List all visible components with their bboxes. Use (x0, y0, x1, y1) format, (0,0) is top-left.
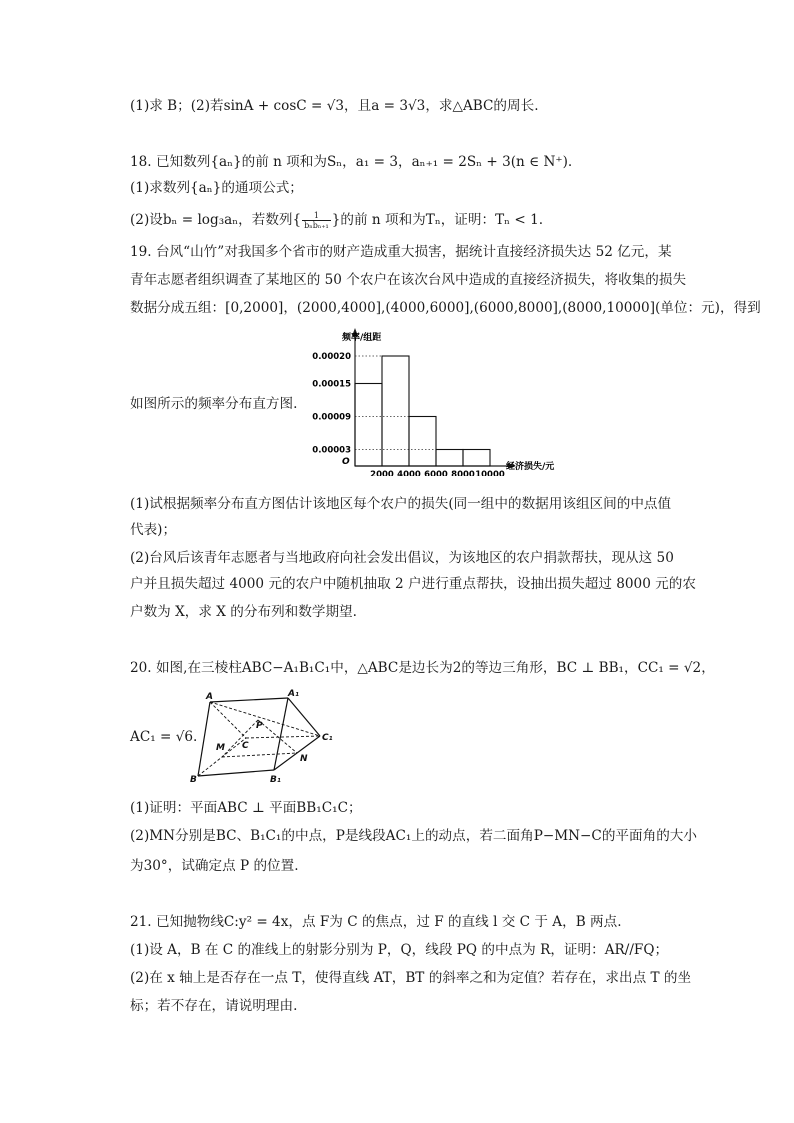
edge-A1-C1 (288, 698, 320, 736)
q20-part-1: (1)证明：平面ABC ⊥ 平面BB₁C₁C； (130, 800, 362, 816)
vertex-label-C: C (242, 741, 249, 751)
q19-part-1a: (1)试根据频率分布直方图估计该地区每个农户的损失(同一组中的数据用该组区间的中点值 (130, 496, 672, 512)
histogram-bar (409, 417, 436, 467)
y-axis-label: 频率/组距 (342, 333, 382, 343)
histogram-bar (355, 384, 382, 467)
frequency-histogram (300, 326, 580, 476)
segment-A-C1 (210, 702, 320, 736)
q21-part-2a: (2)在 x 轴上是否存在一点 T，使得直线 AT，BT 的斜率之和为定值？若存在，求出点 T 的坐 (130, 970, 692, 986)
y-tick-label: 0.00015 (312, 379, 351, 390)
q18-part-2-text-b: }的前 n 项和为Tₙ，证明：Tₙ < 1. (331, 212, 544, 228)
q18-line-1: 18. 已知数列{aₙ}的前 n 项和为Sₙ，a₁ = 3，aₙ₊₁ = 2Sₙ + 3(n ∈ N⁺). (130, 154, 573, 170)
segment-M-N (222, 753, 297, 757)
x-tick-label: 10000 (475, 470, 505, 476)
q19-part-2c: 户数为 X，求 X 的分布列和数学期望. (130, 604, 357, 620)
q19-line-1: 19. 台风“山竹”对我国多个省市的财产造成重大损害，据统计直接经济损失达 52 亿元，某 (130, 244, 672, 260)
q20-part-2b: 为30°，试确定点 P 的位置. (130, 858, 299, 874)
q18-part-2 (130, 210, 543, 230)
y-tick-label: 0.00009 (312, 412, 351, 423)
edge-A-B (198, 702, 210, 776)
point-label-M: M (216, 743, 225, 753)
segment-P-M (222, 720, 258, 757)
q19-line-4: 如图所示的频率分布直方图. (130, 396, 298, 412)
vertex-label-B1: B₁ (270, 775, 281, 784)
x-tick-label: 6000 (424, 470, 448, 476)
q19-part-1b: 代表)； (130, 522, 177, 538)
x-tick-label: 2000 (370, 470, 394, 476)
origin-label: O (342, 457, 350, 467)
q19-part-2a: (2)台风后该青年志愿者与当地政府向社会发出倡议，为该地区的农户捐款帮扶，现从这 50 (130, 550, 674, 566)
q20-part-2a: (2)MN分别是BC、B₁C₁的中点，P是线段AC₁上的动点，若二面角P−MN−C的平面角的大小 (130, 828, 697, 844)
q21-part-1: (1)设 A，B 在 C 的准线上的射影分别为 P，Q，线段 PQ 的中点为 R，证明：AR//FQ； (130, 942, 669, 958)
vertex-label-B: B (190, 775, 197, 784)
x-axis-label: 经济损失/元 (506, 462, 555, 472)
y-tick-label: 0.00020 (312, 352, 351, 362)
point-label-N: N (300, 754, 308, 764)
vertex-label-A1: A₁ (288, 689, 299, 699)
prism-figure (188, 688, 348, 784)
vertex-label-C1: C₁ (322, 733, 333, 743)
edge-B-B1 (198, 770, 274, 776)
fraction-numerator: 1 (302, 211, 331, 221)
histogram-bar (436, 450, 463, 467)
fraction-denominator: bₙbₙ₊₁ (304, 221, 329, 230)
q21-line-1: 21. 已知抛物线C:y² = 4x，点 F为 C 的焦点，过 F 的直线 l 交 C 于 A，B 两点. (130, 914, 622, 930)
q18-part-2-text-a: (2)设bₙ = log₃aₙ，若数列{ (130, 212, 302, 228)
q17-line-1: (1)求 B；(2)若sinA + cosC = √3，且a = 3√3，求△ABC的周长. (130, 98, 539, 114)
hidden-edges (198, 702, 320, 776)
vertex-label-A: A (206, 692, 213, 702)
histogram-plot (312, 328, 554, 476)
q18-fraction (302, 211, 331, 230)
q19-line-2: 青年志愿者组织调查了某地区的 50 个农户在该次台风中造成的直接经济损失，将收集的损失 (130, 272, 687, 288)
x-tick-label: 8000 (451, 470, 475, 476)
edge-A1-B1 (274, 698, 288, 770)
q20-line-2: AC₁ = √6. (130, 729, 198, 745)
q19-part-2b: 户并且损失超过 4000 元的农户中随机抽取 2 户进行重点帮扶，设抽出损失超过 8000 元的农 (130, 576, 696, 592)
q20-line-1: 20. 如图,在三棱柱ABC−A₁B₁C₁中，△ABC是边长为2的等边三角形，BC ⊥ BB₁，CC₁ = √2， (130, 660, 715, 676)
edge-A-C (210, 702, 246, 738)
point-label-P: P (256, 721, 263, 731)
q21-part-2b: 标；若不存在，请说明理由. (130, 998, 298, 1014)
edge-A-A1 (210, 698, 288, 702)
q19-line-3: 数据分成五组：[0,2000]，(2000,4000],(4000,6000],(6000,8000],(8000,10000](单位：元)，得到 (130, 300, 761, 316)
q18-part-1: (1)求数列{aₙ}的通项公式； (130, 180, 303, 196)
x-tick-label: 4000 (397, 470, 421, 476)
y-tick-label: 0.00003 (312, 445, 351, 456)
edge-C-C1 (246, 736, 320, 738)
histogram-bar (463, 450, 490, 467)
